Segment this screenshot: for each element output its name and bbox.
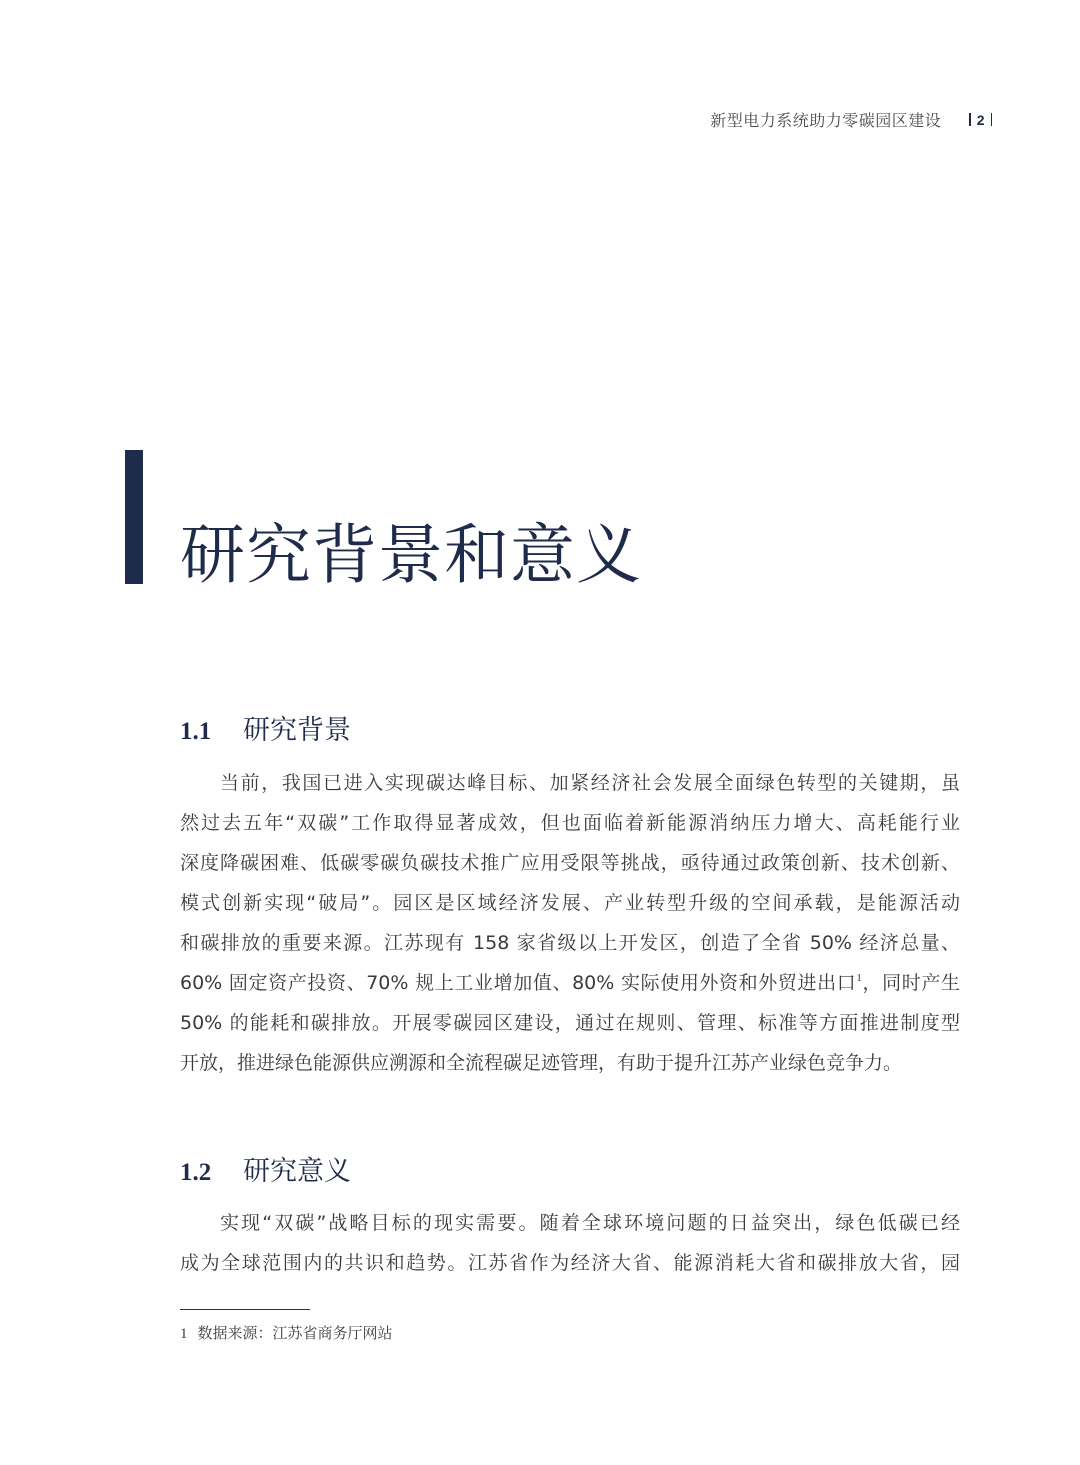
paragraph-line: 成为全球范围内的共识和趋势。江苏省作为经济大省、能源消耗大省和碳排放大省，园	[180, 1252, 960, 1274]
paragraph-line-part: 60% 固定资产投资、70% 规上工业增加值、80% 实际使用外资和外贸进出口	[180, 972, 857, 994]
section-number: 1.1	[180, 718, 212, 745]
section-title: 研究背景	[243, 715, 351, 746]
section-heading-1-1	[180, 708, 351, 747]
chapter-accent-bar	[125, 450, 143, 584]
page-number-value: 2	[976, 111, 985, 128]
section-heading-1-2	[180, 1149, 351, 1188]
page-number-divider-left	[969, 113, 971, 126]
paragraph-line: 开放，推进绿色能源供应溯源和全流程碳足迹管理，有助于提升江苏产业绿色竞争力。	[180, 1052, 903, 1074]
paragraph-line: 50% 的能耗和碳排放。开展零碳园区建设，通过在规则、管理、标准等方面推进制度型	[180, 1012, 960, 1034]
page-number	[963, 112, 998, 128]
section-1-2-paragraph	[180, 1203, 960, 1283]
chapter-title: 研究背景和意义	[180, 518, 643, 593]
footnote-text: 数据来源：江苏省商务厅网站	[197, 1324, 393, 1342]
paragraph-line: 模式创新实现“破局”。园区是区域经济发展、产业转型升级的空间承载，是能源活动	[180, 892, 960, 914]
footnote-number: 1	[180, 1326, 188, 1342]
paragraph-line: 深度降碳困难、低碳零碳负碳技术推广应用受限等挑战，亟待通过政策创新、技术创新、	[180, 852, 960, 874]
paragraph-line: 实现“双碳”战略目标的现实需要。随着全球环境问题的日益突出，绿色低碳已经	[220, 1212, 960, 1234]
footnote	[180, 1322, 393, 1343]
paragraph-line: 然过去五年“双碳”工作取得显著成效，但也面临着新能源消纳压力增大、高耗能行业	[180, 812, 960, 834]
paragraph-line: 和碳排放的重要来源。江苏现有 158 家省级以上开发区，创造了全省 50% 经济总量、	[180, 932, 960, 954]
footnote-divider	[180, 1309, 310, 1310]
running-header-title: 新型电力系统助力零碳园区建设	[710, 111, 942, 130]
paragraph-line: 当前，我国已进入实现碳达峰目标、加紧经济社会发展全面绿色转型的关键期，虽	[220, 772, 960, 794]
footnote-reference[interactable]: 1	[856, 972, 862, 984]
section-number: 1.2	[180, 1159, 212, 1186]
paragraph-line-part: ，同时产生	[861, 972, 960, 994]
page-number-divider-right	[991, 113, 993, 126]
section-1-1-paragraph	[180, 763, 960, 1083]
running-header	[710, 108, 998, 131]
section-title: 研究意义	[243, 1156, 351, 1187]
paragraph-line-with-footnote	[180, 963, 960, 1003]
